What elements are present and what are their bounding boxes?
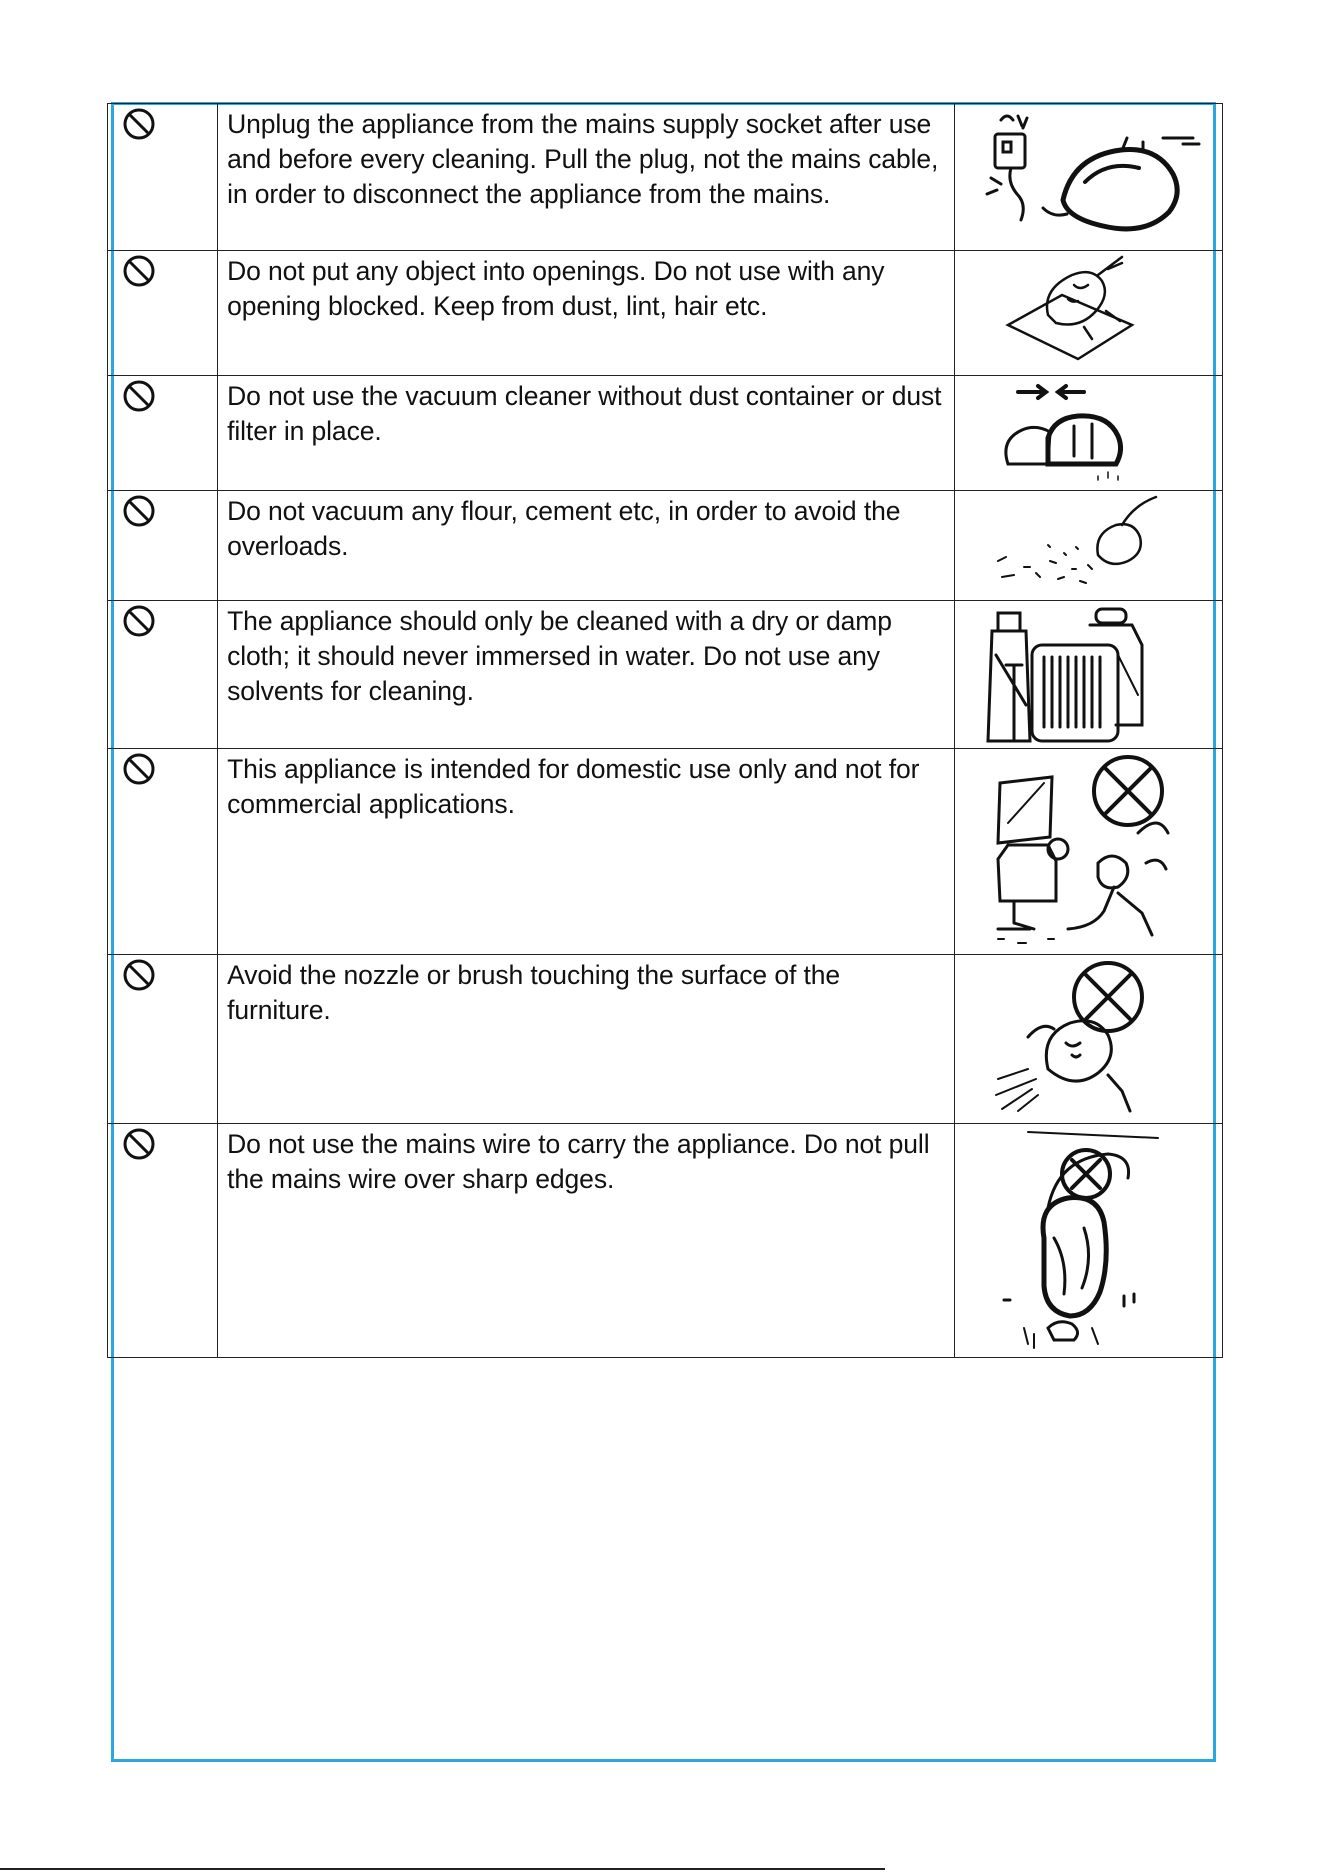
prohibition-icon bbox=[121, 106, 157, 142]
prohibition-icon bbox=[121, 1126, 157, 1162]
prohibition-icon bbox=[121, 603, 157, 639]
rule-text: Unplug the appliance from the mains supply socket after use and before every cleaning. Pull the plug, not the mains cable, in order to disconnect the appliance from the mains. bbox=[218, 104, 955, 251]
prohibition-icon bbox=[121, 493, 157, 529]
prohibition-icon bbox=[121, 957, 157, 993]
rule-text: The appliance should only be cleaned with a dry or damp cloth; it should never immersed in water. Do not use any solvents for cleaning. bbox=[218, 601, 955, 749]
domestic-use-illustration bbox=[978, 753, 1198, 949]
table-row bbox=[108, 749, 1223, 955]
table-row bbox=[108, 104, 1223, 251]
table-row bbox=[108, 955, 1223, 1124]
prohibition-icon bbox=[121, 378, 157, 414]
solvents-illustration bbox=[978, 605, 1198, 743]
flour-cement-illustration bbox=[988, 495, 1188, 595]
table-row bbox=[108, 1124, 1223, 1358]
rule-text: Do not use the mains wire to carry the appliance. Do not pull the mains wire over sharp edges. bbox=[218, 1124, 955, 1358]
furniture-surface-illustration bbox=[988, 959, 1188, 1117]
safety-rules-table bbox=[107, 103, 1223, 1358]
footer-rule bbox=[0, 1868, 885, 1870]
table-row bbox=[108, 601, 1223, 749]
rule-text: Do not vacuum any flour, cement etc, in order to avoid the overloads. bbox=[218, 491, 955, 601]
rule-text: Do not put any object into openings. Do not use with any opening blocked. Keep from dust, lint, hair etc. bbox=[218, 251, 955, 376]
blocked-opening-illustration bbox=[988, 255, 1188, 367]
unplug-appliance-illustration bbox=[973, 108, 1203, 244]
table-row bbox=[108, 376, 1223, 491]
mains-wire-illustration bbox=[988, 1128, 1188, 1350]
prohibition-icon bbox=[121, 751, 157, 787]
table-row bbox=[108, 251, 1223, 376]
rule-text: Do not use the vacuum cleaner without dust container or dust filter in place. bbox=[218, 376, 955, 491]
rule-text: Avoid the nozzle or brush touching the surface of the furniture. bbox=[218, 955, 955, 1124]
table-row bbox=[108, 491, 1223, 601]
prohibition-icon bbox=[121, 253, 157, 289]
rule-text: This appliance is intended for domestic use only and not for commercial applications. bbox=[218, 749, 955, 955]
dust-container-illustration bbox=[988, 380, 1188, 484]
